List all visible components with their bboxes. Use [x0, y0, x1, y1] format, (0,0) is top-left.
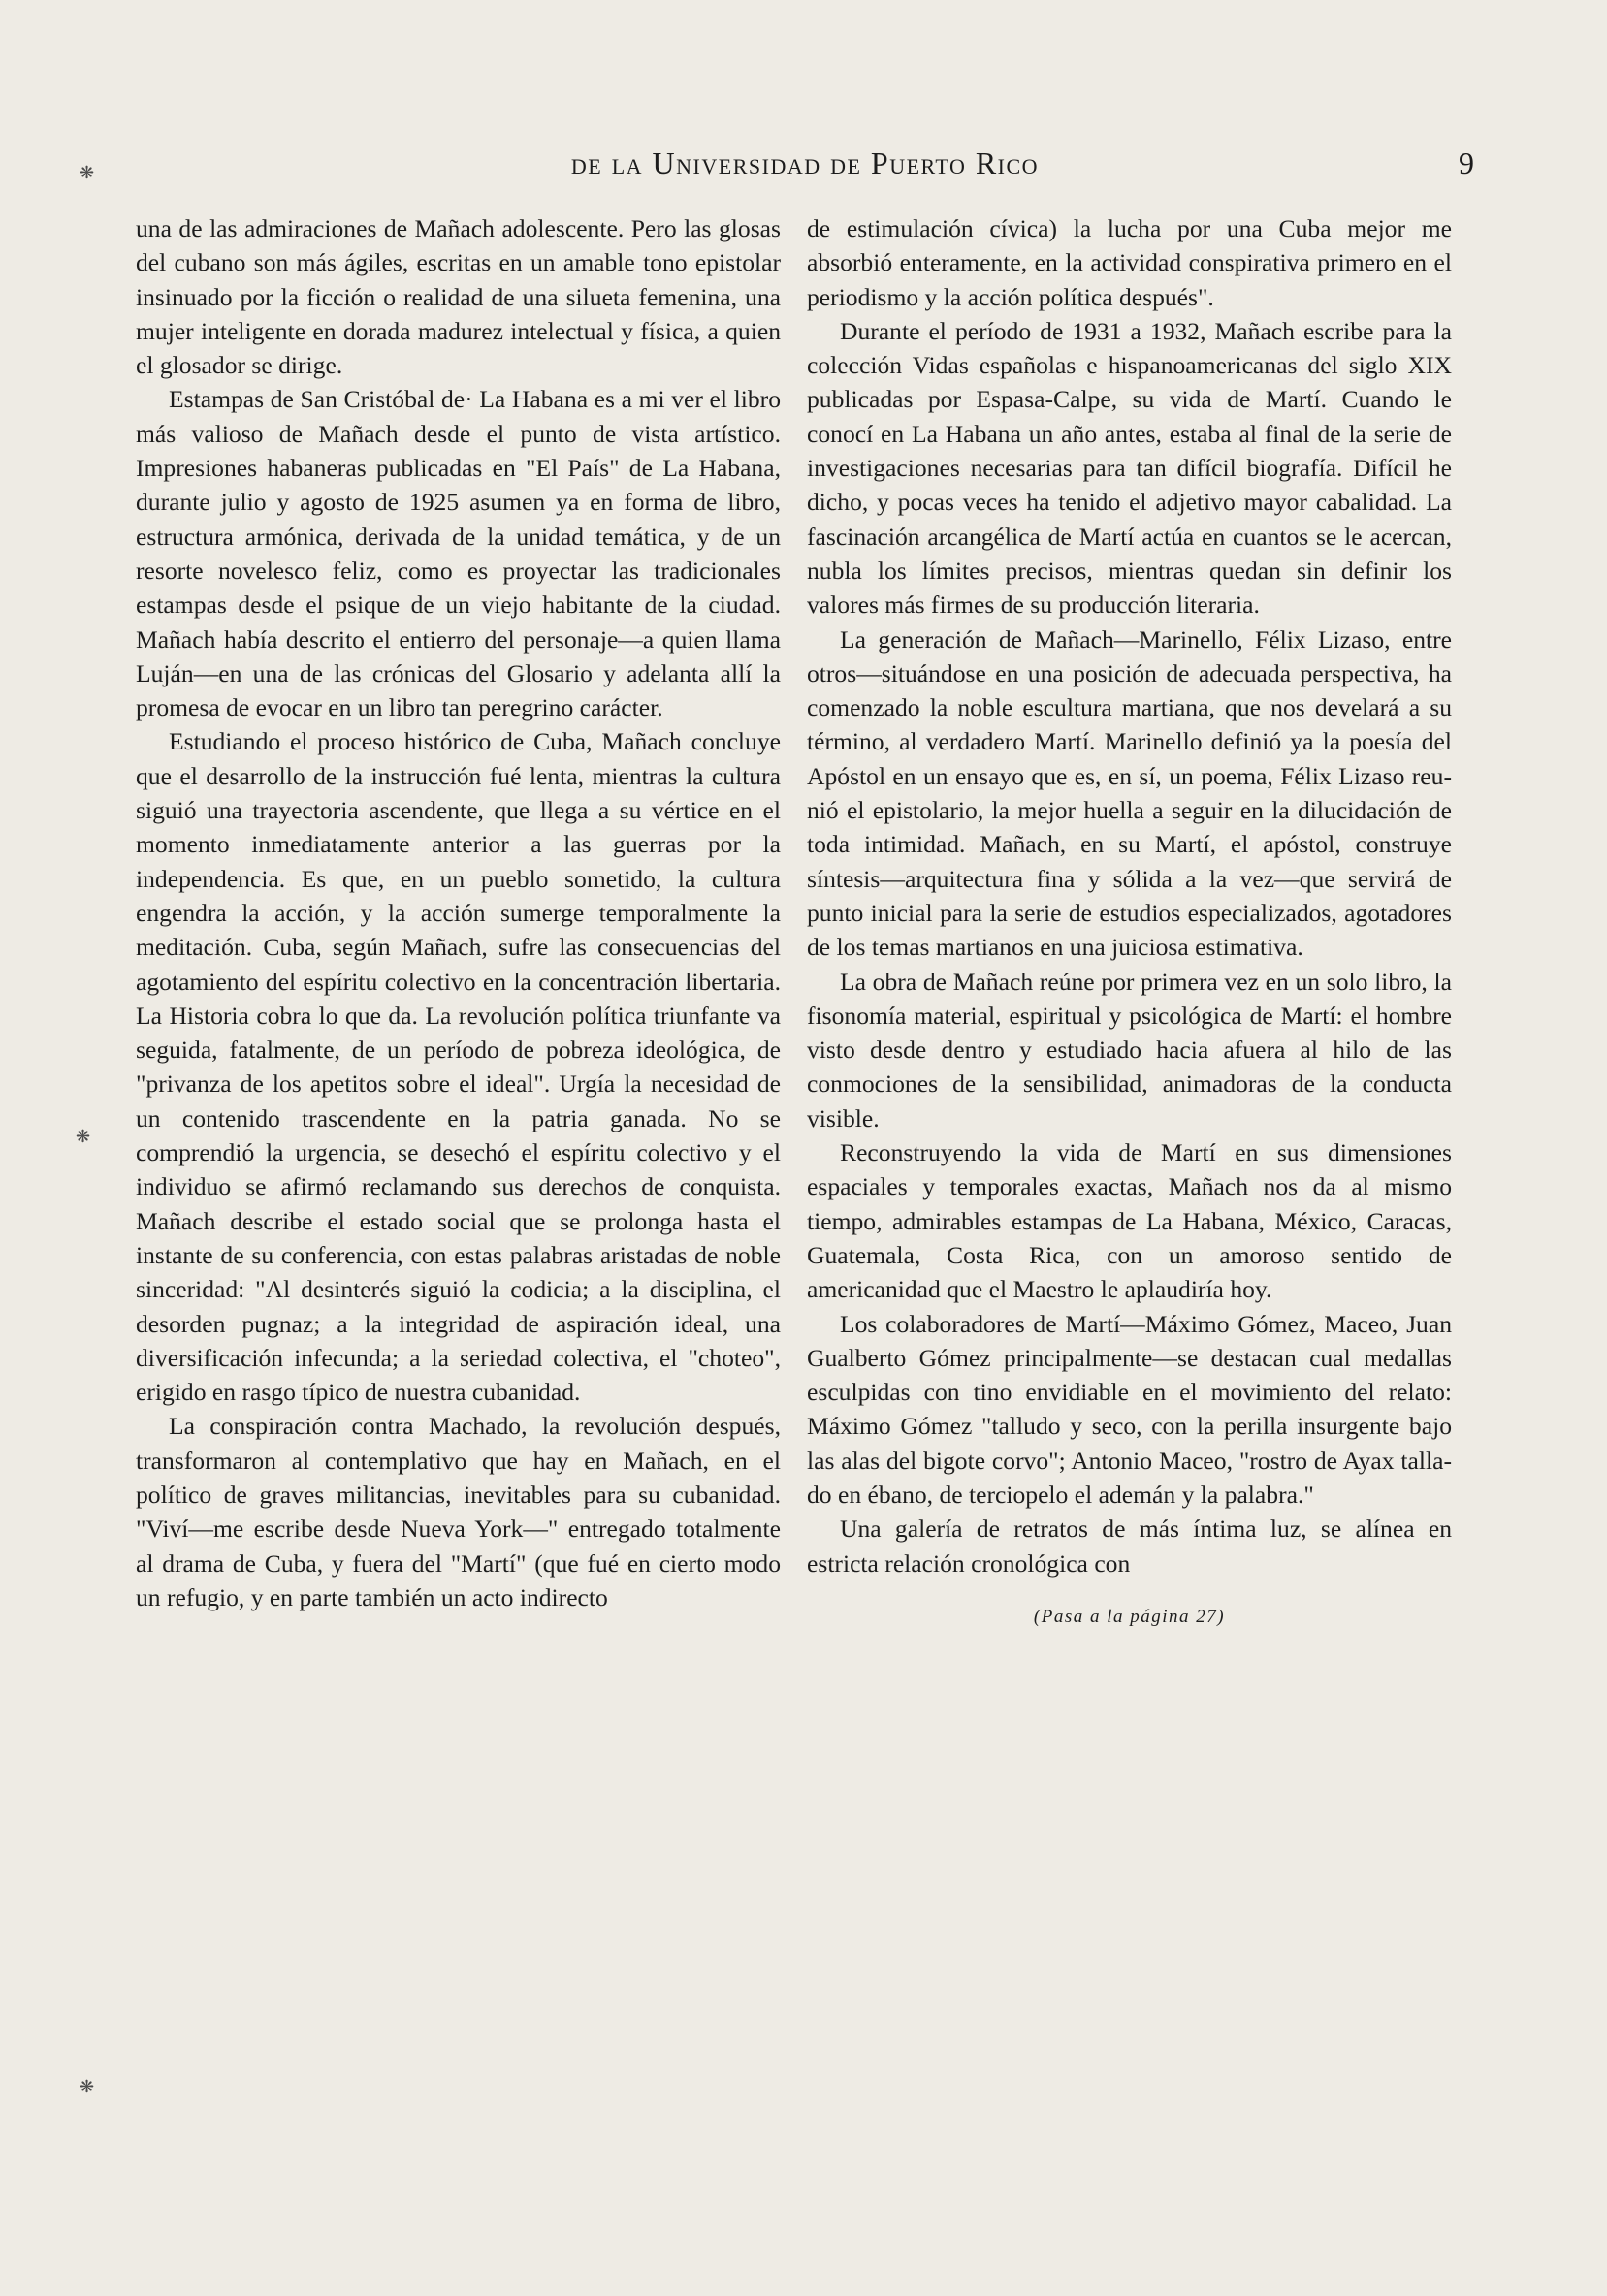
- running-head: de la Universidad de Puerto Rico: [570, 145, 1040, 180]
- left-column: [136, 211, 781, 1614]
- paragraph: Estampas de San Cristóbal de· La Habana es a mi ver el libro más valioso de Mañach desde el punto de vista artístico. Impresiones habaneras publicadas en "El País" de La Habana, durante julio y agosto de 1925 asumen ya en forma de libro, estructura armónica, derivada de la unidad temática, y de un resorte novelesco feliz, como es proyectar las tradicionales estampas desde el psique de un viejo habitante de la ciudad. Mañach había descrito el entierro del personaje—a quien llama Luján—en una de las crónicas del Glosario y adelanta allí la promesa de evocar en un libro tan peregrino carácter.: [136, 385, 781, 722]
- paragraph: una de las admiraciones de Mañach adolescente. Pero las glosas del cubano son más ágiles, escritas en un amable tono epistolar insinuado por la ficción o realidad de una silueta femenina, una mujer inteligente en dorada madurez intelectual y física, a quien el glosador se dirige.: [136, 214, 781, 380]
- paragraph: La generación de Mañach—Marinello, Félix Lizaso, entre otros—situándose en una posición de adecuada perspectiva, ha comenzado la noble escultura martiana, que nos develará a su término, al verdadero Martí. Marinello definió ya la poesía del Apóstol en un ensayo que es, en sí, un poema, Félix Lizaso reunió el epistolario, la mejor huella a seguir en la dilucidación de toda intimidad. Mañach, en su Martí, el apóstol, construye síntesis—arquitectura fina y sólida a la vez—que servirá de punto inicial para la serie de estudios especializados, agotadores de los temas martianos en una juiciosa estimativa.: [807, 624, 1452, 962]
- paragraph: Una galería de retratos de más íntima luz, se alínea en estricta relación cronológica con: [807, 1515, 1452, 1578]
- paragraph: Estudiando el proceso histórico de Cuba, Mañach concluye que el desarrollo de la instrucción fué lenta, mientras la cultura siguió una trayectoria ascendente, que llega a su vértice en el momento inmediatamente anterior a las guerras por la independencia. Es que, en un pueblo sometido, la cultura engendra la acción, y la acción sumerge temporalmente la meditación. Cuba, según Mañach, sufre las consecuencias del agotamiento del espíritu colectivo en la concentración libertaria. La Historia cobra lo que da. La revolución política triunfante va seguida, fatalmente, de un período de pobreza ideológica, de "privanza de los apetitos sobre el ideal". Urgía la necesidad de un contenido trascendente en la patria ganada. No se comprendió la urgencia, se desechó el espíritu colectivo y el individuo se afirmó reclamando sus derechos de conquista. Mañach describe el estado social que se prolonga hasta el instante de su conferencia, con estas palabras aristadas de noble sinceridad: "Al desinterés siguió la codicia; a la disciplina, el desorden pugnaz; a la integridad de aspiración ideal, una diversificación infecunda; a la seriedad colectiva, el "choteo", erigido en rasgo típico de nuestra cubanidad.: [136, 727, 781, 1407]
- paragraph: La conspiración contra Machado, la revolución después, transformaron al contemplativo que hay en Mañach, en el político de graves militancias, inevitables para su cubanidad. "Viví—me escribe desde Nueva York—" entregado totalmente al drama de Cuba, y fuera del "Martí" (que fué en cierto modo un refugio, y en parte también un acto indirecto: [136, 1412, 781, 1611]
- continuation-note: (Pasa a la página 27): [1033, 1606, 1226, 1627]
- paragraph: La obra de Mañach reúne por primera vez en un solo libro, la fisonomía material, espiritual y psicológica de Martí: el hombre visto desde dentro y estudiado hacia afuera al hilo de las conmociones de la sensibilidad, animadoras de la conducta visible.: [807, 967, 1452, 1132]
- paragraph: de estimulación cívica) la lucha por una Cuba mejor me absorbió enteramente, en la actividad conspirativa primero en el periodismo y la acción política después".: [807, 214, 1452, 311]
- page-number: 9: [1459, 145, 1474, 180]
- page-header: [136, 145, 1474, 184]
- margin-speck-icon: ❋: [80, 2077, 95, 2096]
- paragraph: Los colaboradores de Martí—Máximo Gómez, Maceo, Juan Gualberto Gómez principalmente—se destacan cual medallas esculpidas con tino envidiable en el movimiento del relato: Máximo Gómez "talludo y seco, con la perilla insurgente bajo las alas del bigote corvo"; Antonio Maceo, "rostro de Ayax tallado en ébano, de terciopelo el ademán y la palabra.": [807, 1309, 1452, 1509]
- margin-speck-icon: ❋: [80, 163, 95, 182]
- paragraph: Durante el período de 1931 a 1932, Mañach escribe para la colección Vidas españolas e hispanoamericanas del siglo XIX publicadas por Espasa-Calpe, su vida de Martí. Cuando le conocí en La Habana un año antes, estaba al final de la serie de investigaciones necesarias para tan difícil biografía. Difícil he dicho, y pocas veces ha tenido el adjetivo mayor cabalidad. La fascinación arcangélica de Martí actúa en cuantos se le acercan, nubla los límites precisos, mientras quedan sin definir los valores más firmes de su producción literaria.: [807, 316, 1452, 620]
- margin-speck-icon: ❋: [76, 1127, 91, 1146]
- paragraph: Reconstruyendo la vida de Martí en sus dimensiones espaciales y temporales exactas, Mañach nos da al mismo tiempo, admirables estampas de La Habana, México, Caracas, Guatemala, Costa Rica, con un amoroso sentido de americanidad que el Maestro le aplaudiría hoy.: [807, 1138, 1452, 1304]
- right-column: [807, 211, 1452, 1634]
